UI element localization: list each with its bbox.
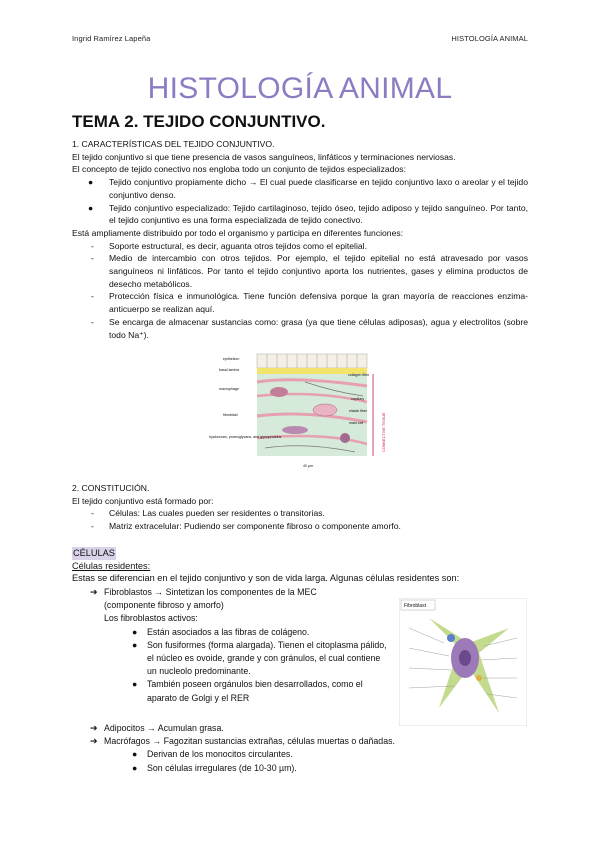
list-item-text: Protección física e inmunológica. Tiene función defensiva porque la gran mayoría de reacciones enzima-anticuerpo se realizan aquí.	[109, 291, 528, 315]
list-item	[72, 748, 528, 761]
figure-label: hyaluronan, proteoglycans, and glycoproteins	[209, 435, 282, 439]
list-item-text: Matriz extracelular: Pudiendo ser componente fibroso o componente amorfo.	[109, 521, 401, 532]
list-item	[72, 762, 528, 775]
dash-icon: -	[91, 508, 94, 519]
list-item-text: Soporte estructural, es decir, aguanta otros tejidos como el epitelial.	[109, 240, 367, 251]
list-item	[72, 639, 390, 679]
header-subject: HISTOLOGÍA ANIMAL	[451, 34, 528, 43]
bullet-icon: ●	[132, 749, 138, 760]
paragraph: El tejido conjuntivo si que tiene presencia de vasos sanguíneos, linfáticos y terminaciones nerviosas.	[72, 151, 456, 162]
cells-subheading: Células residentes:	[72, 560, 151, 571]
bullet-icon: ●	[132, 762, 138, 773]
paragraph: El tejido conjuntivo está formado por:	[72, 495, 214, 506]
paragraph: Los fibroblastos activos:	[104, 613, 198, 624]
list-item-text: Se encarga de almacenar sustancias como: grasa (ya que tiene células adiposas), agua y electrolitos (sobre todo Na⁺).	[109, 316, 528, 340]
list-item	[72, 176, 528, 201]
dash-icon: -	[91, 240, 94, 251]
figure-caption: Fibroblast	[404, 603, 426, 609]
list-item	[72, 722, 528, 735]
section-1-heading: 1. CARACTERÍSTICAS DEL TEJIDO CONJUNTIVO.	[72, 139, 275, 149]
list-item	[72, 290, 528, 315]
dash-icon: -	[91, 253, 94, 264]
paragraph: (componente fibroso y amorfo)	[104, 600, 224, 611]
bullet-icon: ●	[88, 177, 94, 188]
list-item	[72, 678, 390, 704]
list-item-text: Son fusiformes (forma alargada). Tienen el citoplasma pálido, el núcleo es ovoide, grande y con gránulos, el cual contiene un nucleolo predominante.	[147, 639, 387, 677]
list-item-text: Medio de intercambio con otros tejidos. Por ejemplo, el tejido epitelial no está atravesado por vasos sanguíneos ni linfáticos. Por tanto el tejido conjuntivo aporta los nutrientes, gases y elimina productos de desecho metabólicos.	[109, 253, 528, 289]
list-item-text: Están asociados a las fibras de colágeno.	[147, 626, 310, 637]
list-item	[72, 252, 528, 290]
figure-side-label: CONNECTIVE TISSUE	[382, 412, 386, 452]
bullet-icon: ●	[88, 202, 94, 213]
list-item-text: Células: Las cuales pueden ser residentes o transitorias.	[109, 508, 325, 519]
list-item-text: Macrófagos → Fagozitan sustancias extrañas, células muertas o dañadas.	[104, 736, 395, 747]
section-2-heading: 2. CONSTITUCIÓN.	[72, 483, 150, 493]
bullet-icon: ●	[132, 626, 138, 637]
bullet-icon: ●	[132, 679, 138, 690]
arrow-icon: ➔	[90, 736, 98, 747]
list-item-text: Son células irregulares (de 10-30 µm).	[147, 762, 297, 773]
list-item-text: Fibroblastos → Sintetizan los componentes de la MEC	[104, 587, 317, 597]
fibroblast-block	[72, 586, 390, 705]
cells-section	[72, 547, 528, 585]
list-item	[72, 240, 528, 253]
dash-icon: -	[91, 521, 94, 532]
figure-label: epithelium	[223, 357, 240, 361]
other-cells-block	[72, 722, 528, 775]
list-item	[72, 202, 528, 227]
scale-label: 40 μm	[303, 464, 314, 468]
bullet-icon: ●	[132, 639, 138, 650]
figure-label: elastic fiber	[349, 409, 368, 413]
list-item-text: También poseen orgánulos bien desarrollados, como el aparato de Golgi y el RER	[147, 679, 363, 703]
list-item	[72, 316, 528, 341]
figure-label: basal lamina	[219, 368, 240, 372]
list-item	[72, 735, 528, 748]
list-item-text: Derivan de los monocitos circulantes.	[147, 749, 293, 760]
dash-icon: -	[91, 291, 94, 302]
paragraph: Está ampliamente distribuido por todo el organismo y participa en diferentes funciones:	[72, 227, 404, 238]
arrow-icon: ➔	[90, 587, 98, 597]
dash-icon: -	[91, 316, 94, 327]
list-item	[72, 586, 390, 599]
list-item	[72, 507, 528, 520]
page-title: HISTOLOGÍA ANIMAL	[147, 72, 453, 105]
list-item	[72, 626, 390, 639]
header-author: Ingrid Ramírez Lapeña	[72, 34, 151, 43]
list-item-text: Tejido conjuntivo especializado: Tejido cartilaginoso, tejido óseo, tejido adiposo y tejido sanguíneo. Por tanto, el tejido conjuntivo es una forma especializada de tejido conectivo.	[109, 202, 528, 226]
fibroblast-figure	[399, 598, 527, 726]
paragraph: Estas se diferencian en el tejido conjuntivo y son de vida larga. Algunas células residentes son:	[72, 573, 460, 584]
figure-label: collagen fiber	[348, 373, 370, 377]
section-2	[72, 482, 528, 533]
figure-label: fibroblast	[223, 413, 238, 417]
figure-label: capillary	[351, 397, 365, 401]
list-item	[72, 520, 528, 533]
figure-label: macrophage	[219, 387, 239, 391]
arrow-icon: ➔	[90, 723, 98, 733]
figure-label: mast cell	[349, 421, 364, 425]
list-item-text: Adipocitos → Acumulan grasa.	[104, 723, 224, 733]
connective-tissue-figure	[205, 352, 393, 472]
paragraph: El concepto de tejido conectivo nos engloba todo un conjunto de tejidos especializados:	[72, 164, 406, 175]
section-title: TEMA 2. TEJIDO CONJUNTIVO.	[72, 112, 326, 131]
cells-heading: CÉLULAS	[73, 548, 115, 558]
list-item-text: Tejido conjuntivo propiamente dicho → El cual puede clasificarse en tejido conjuntivo laxo o areolar y el tejido conjuntivo denso.	[109, 177, 528, 200]
section-1	[72, 138, 528, 341]
